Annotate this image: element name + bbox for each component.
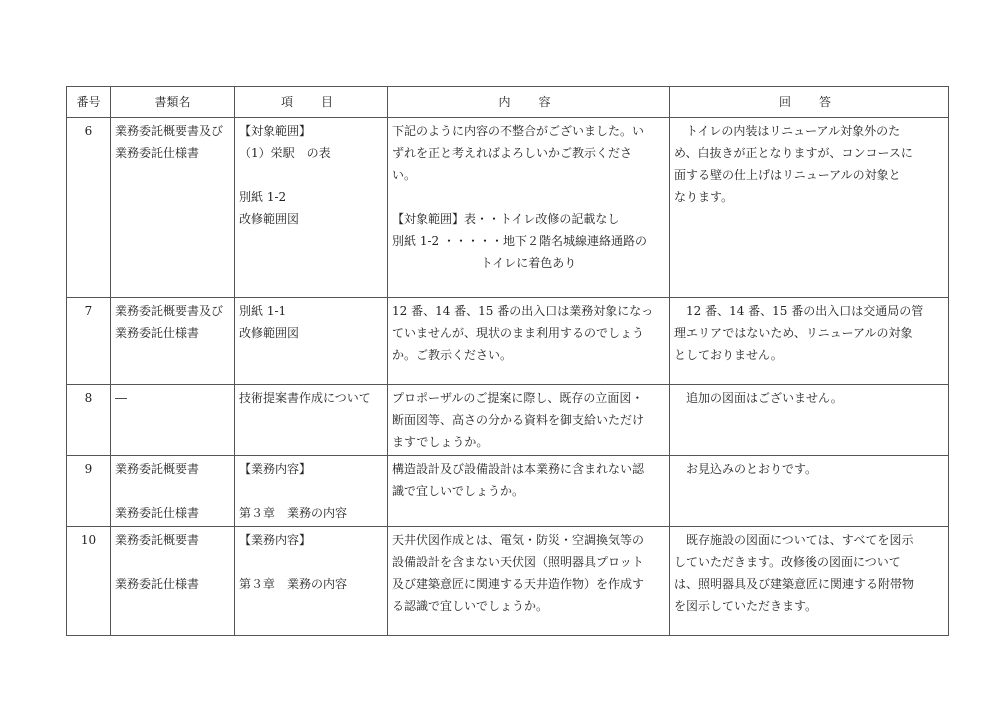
document-name-cell [111,456,235,527]
answer-line: 面する壁の仕上げはリニューアルの対象と [674,168,901,182]
content-cell [388,118,670,298]
content-line: ずれを正と考えればよろしいかご教示くださ [392,146,633,160]
document-name-line: 業務委託概要書及び [115,304,224,318]
document-name-line: ― [115,391,127,405]
answer-line: トイレの内装はリニューアル対象外のた [686,124,901,138]
row-number: 10 [67,527,111,636]
content-cell [388,527,670,636]
document-name-line [115,551,230,573]
header-number: 番号 [67,87,111,118]
row-number: 7 [67,298,111,385]
content-line: 【対象範囲】表・・トイレ改修の記載なし [392,212,620,226]
answer-cell [670,385,949,456]
header-item: 項 目 [235,87,388,118]
header-content: 内 容 [388,87,670,118]
header-document-name: 書類名 [111,87,235,118]
item-line: 技術提案書作成について [239,391,371,405]
item-line: （1）栄駅 の表 [239,146,331,160]
answer-line: 既存施設の図面については、すべてを図示 [686,533,914,547]
content-line: 及び建築意匠に関連する天井造作物）を作成す [392,577,645,591]
row-number: 8 [67,385,111,456]
table-row [67,118,949,298]
answer-line: め、白抜きが正となりますが、コンコースに [674,146,913,160]
content-line: 12 番、14 番、15 番の出入口は業務対象になっ [392,304,654,318]
document-name-line [115,480,230,502]
answer-line: 追加の図面はございません。 [686,391,843,405]
item-cell [235,527,388,636]
item-cell [235,118,388,298]
content-line: 識で宜しいでしょうか。 [392,484,525,498]
item-cell [235,456,388,527]
qa-table [66,86,949,636]
answer-line: としておりません。 [674,348,783,362]
content-line: ますでしょうか。 [392,435,489,449]
content-line: い。 [392,168,417,182]
document-name-cell [111,298,235,385]
item-line [239,551,383,573]
answer-cell [670,527,949,636]
table-row [67,456,949,527]
content-line: 構造設計及び設備設計は本業務に含まれない認 [392,462,645,476]
document-name-line: 業務委託概要書 [115,533,200,547]
item-line: 改修範囲図 [239,212,300,226]
document-name-line: 業務委託仕様書 [115,326,200,340]
item-line: 【対象範囲】 [239,124,312,138]
table-row [67,385,949,456]
document-name-line: 業務委託仕様書 [115,506,200,520]
answer-line: なります。 [674,190,734,204]
answer-line: していただきます。改修後の図面について [674,555,901,569]
item-line: 第３章 業務の内容 [239,577,348,591]
document-name-cell [111,527,235,636]
answer-cell [670,118,949,298]
item-line: 第３章 業務の内容 [239,506,348,520]
content-line: ていませんが、現状のまま利用するのでしょう [392,326,645,340]
item-line [239,480,383,502]
document-name-line: 業務委託仕様書 [115,577,200,591]
content-line: 下記のように内容の不整合がございました。い [392,124,645,138]
content-line: トイレに着色あり [480,256,577,270]
answer-cell [670,298,949,385]
answer-line: 理エリアではないため、リニューアルの対象 [674,326,913,340]
item-cell [235,385,388,456]
document-name-cell [111,385,235,456]
row-number: 6 [67,118,111,298]
content-line: 断面図等、高さの分かる資料を御支給いただけ [392,413,645,427]
content-line [392,186,665,208]
header-row [67,87,949,118]
answer-cell [670,456,949,527]
answer-line: 12 番、14 番、15 番の出入口は交通局の管 [686,304,924,318]
answer-line: は、照明器具及び建築意匠に関連する附帯物 [674,577,915,591]
answer-line: お見込みのとおりです。 [686,462,818,476]
content-line: 設備設計を含まない天伏図（照明器具プロット [392,555,644,569]
content-line: プロポーザルのご提案に際し、既存の立面図・ [392,391,644,405]
content-line: か。ご教示ください。 [392,348,513,362]
document-name-cell [111,118,235,298]
item-line: 【業務内容】 [239,462,312,476]
document-name-line: 業務委託概要書 [115,462,200,476]
item-line [239,164,383,186]
content-cell [388,456,670,527]
content-line: 天井伏図作成とは、電気・防災・空調換気等の [392,533,645,547]
table-row [67,527,949,636]
content-cell [388,298,670,385]
item-line: 別紙 1-2 [239,190,287,204]
item-line: 改修範囲図 [239,326,300,340]
document-name-line: 業務委託概要書及び [115,124,224,138]
content-line: る認識で宜しいでしょうか。 [392,599,549,613]
content-line: 別紙 1-2 ・・・・・地下２階名城線連絡通路の [392,234,647,248]
row-number: 9 [67,456,111,527]
answer-line: を図示していただきます。 [674,599,818,613]
item-cell [235,298,388,385]
document-name-line: 業務委託仕様書 [115,146,200,160]
table-row [67,298,949,385]
item-line: 【業務内容】 [239,533,312,547]
content-cell [388,385,670,456]
header-answer: 回 答 [670,87,949,118]
item-line: 別紙 1-1 [239,304,287,318]
